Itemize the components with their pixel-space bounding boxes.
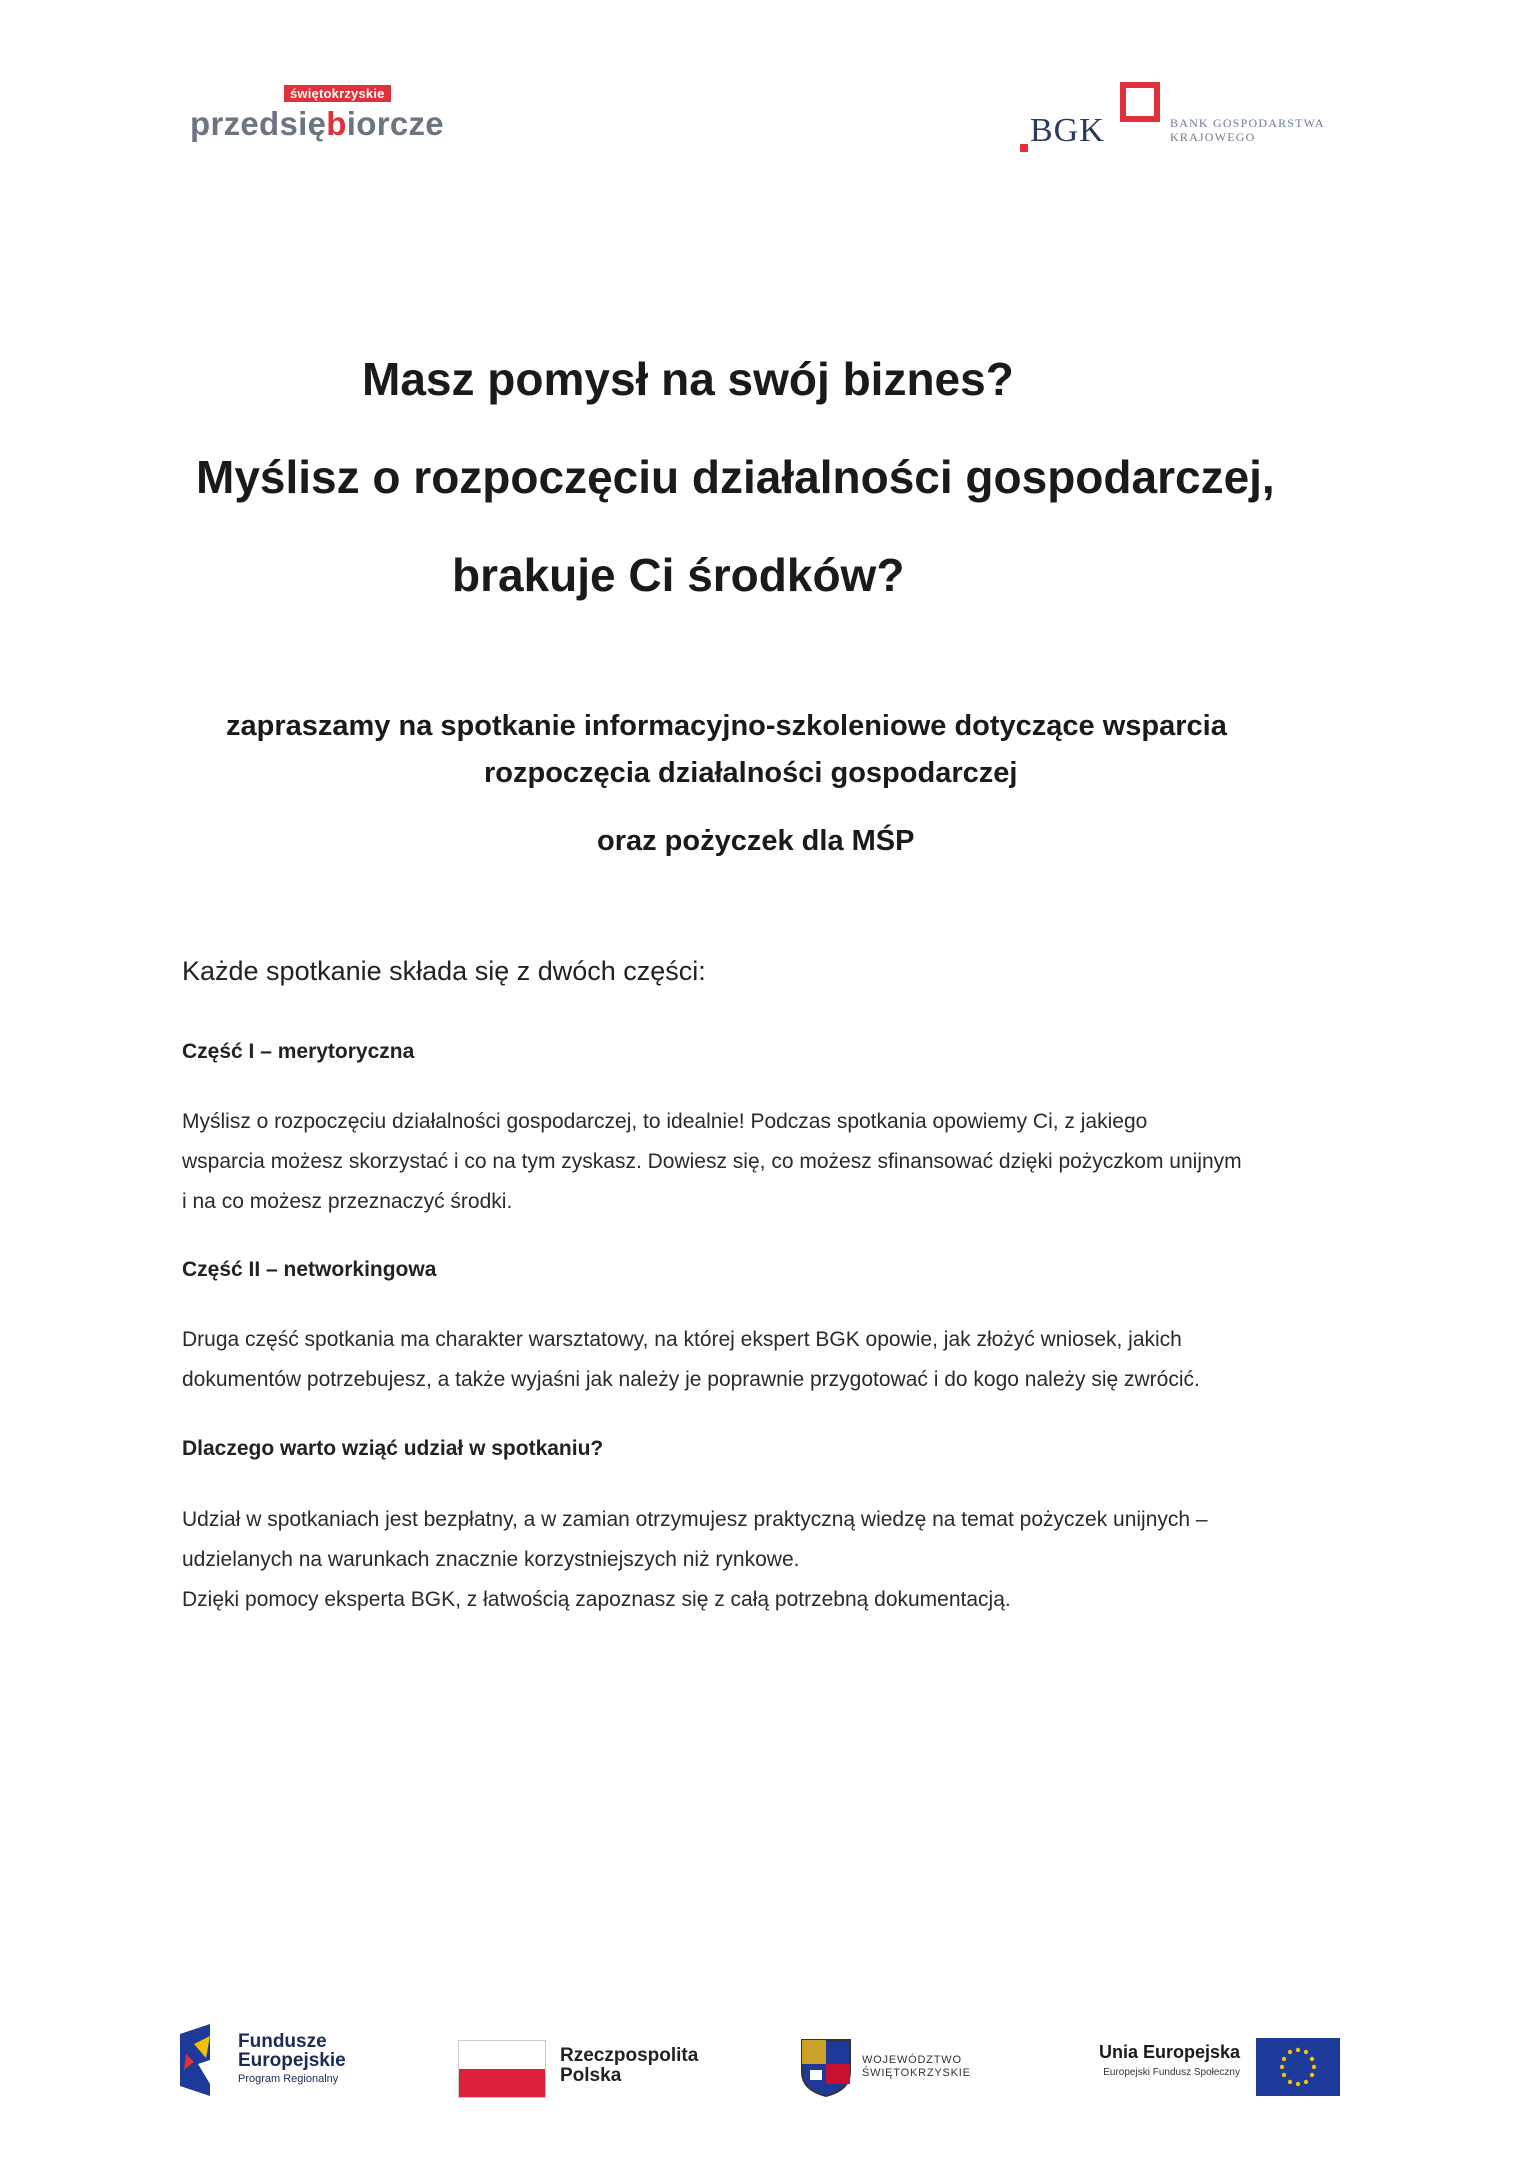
fundusze-europejskie-logo: Fundusze Europejskie Program Regionalny [180, 2020, 380, 2100]
rzeczpospolita-polska-logo: Rzeczpospolita Polska [458, 2020, 718, 2100]
bgk-subtitle: BANK GOSPODARSTWA KRAJOWEGO [1170, 116, 1325, 144]
eu-flag-icon [1256, 2038, 1340, 2096]
section-2-body: Druga część spotkania ma charakter warsztatowy, na której ekspert BGK opowie, jak złożyć wniosek, jakich dokumentów potrzebujesz, a także wyjaśni jak należy je poprawnie przygotować i do kogo należy się zwrócić. [182, 1328, 1200, 1391]
headline-line-2: Myślisz o rozpoczęciu działalności gospodarczej, [196, 451, 1275, 503]
poland-flag-icon [458, 2040, 546, 2098]
fe-star-icon [180, 2024, 228, 2096]
przedsiebiorcze-logo [190, 85, 450, 145]
logo-wordmark: przedsiębiorcze [190, 105, 444, 142]
headline-line-1: Masz pomysł na swój biznes? [362, 353, 1014, 405]
logo-tag: świętokrzyskie [284, 85, 391, 102]
bgk-square-icon [1120, 82, 1160, 122]
section-1-title: Część I – merytoryczna [182, 1040, 415, 1063]
section-2-title: Część II – networkingowa [182, 1258, 437, 1281]
subheading-line-1: zapraszamy na spotkanie informacyjno-szkoleniowe dotyczące wsparcia [226, 710, 1227, 742]
unia-europejska-logo: Unia Europejska Europejski Fundusz Społeczny [1060, 2020, 1350, 2100]
section-3-title: Dlaczego warto wziąć udział w spotkaniu? [182, 1437, 604, 1460]
bgk-name: BGK [1030, 112, 1105, 149]
wojewodztwo-swietokrzyskie-logo: WOJEWÓDZTWO ŚWIĘTOKRZYSKIE [800, 2020, 1000, 2100]
headline-line-3: brakuje Ci środków? [452, 549, 905, 601]
intro-text: Każde spotkanie składa się z dwóch części: [182, 956, 706, 986]
crest-icon [800, 2038, 852, 2098]
section-1-body: Myślisz o rozpoczęciu działalności gospodarczej, to idealnie! Podczas spotkania opowiemy Ci, z jakiego wsparcia możesz skorzystać i co na tym zyskasz. Dowiesz się, co możesz sfinansować dzięki pożyczkom unijnym i na co możesz przeznaczyć środki. [182, 1110, 1242, 1213]
section-3-body: Udział w spotkaniach jest bezpłatny, a w zamian otrzymujesz praktyczną wiedzę na temat pożyczek unijnych – udzielanych na warunkach znacznie korzystniejszych niż rynkowe. Dzięki pomocy eksperta BGK, z łatwością zapoznasz się z całą potrzebną dokumentacją. [182, 1508, 1208, 1611]
subheading-line-3: oraz pożyczek dla MŚP [597, 825, 915, 857]
bgk-logo [1020, 80, 1360, 155]
subheading-line-2: rozpoczęcia działalności gospodarczej [484, 757, 1018, 789]
